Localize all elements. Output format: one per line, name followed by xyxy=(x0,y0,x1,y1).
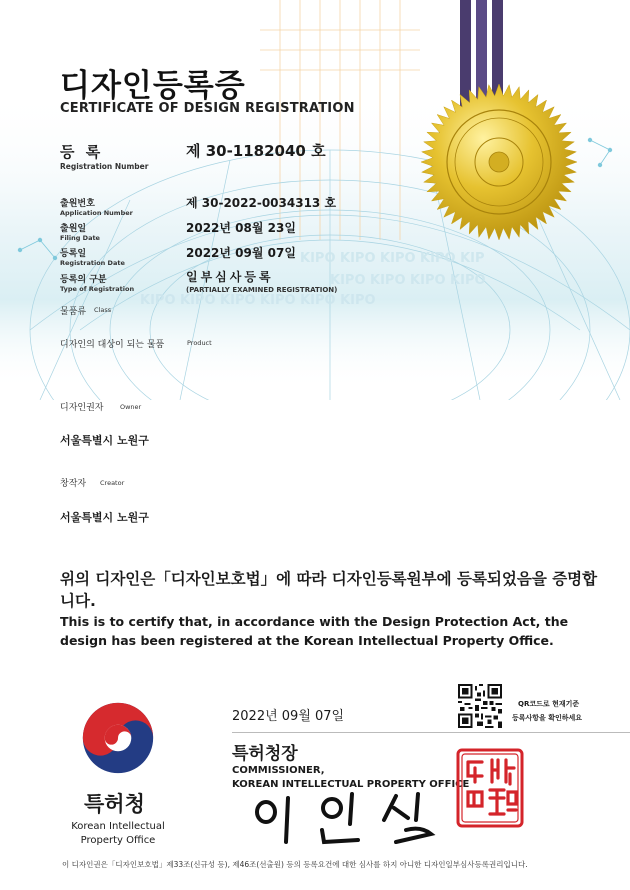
owner-label: 디자인권자 xyxy=(60,403,104,413)
registration-number-label: 등 록 xyxy=(60,143,104,161)
filing-date-label: 출원일 xyxy=(60,224,87,234)
commissioner-title-korean: 특허청장 xyxy=(232,744,298,764)
registration-type-value: 일부심사등록 xyxy=(186,270,274,284)
product-label: 디자인의 대상이 되는 물품 xyxy=(60,340,165,350)
creator-label-en: Creator xyxy=(100,479,125,487)
divider-line xyxy=(232,732,630,733)
registration-type-label: 등록의 구분 xyxy=(60,275,107,285)
official-red-stamp xyxy=(456,748,524,828)
qr-code[interactable] xyxy=(458,684,502,728)
registration-date-label-en: Registration Date xyxy=(60,259,125,267)
product-label-en: Product xyxy=(187,339,212,347)
owner-label-en: Owner xyxy=(120,403,142,411)
svg-text:KIPO KIPO KIPO KIPO: KIPO KIPO KIPO KIPO xyxy=(330,273,486,288)
kipo-name-english-line2: Property Office xyxy=(80,835,156,846)
filing-date-value: 2022년 08월 23일 xyxy=(186,221,296,235)
svg-text:KIPO KIPO KIPO KIPO KIPO KIPO: KIPO KIPO KIPO KIPO KIPO KIPO xyxy=(140,293,376,308)
certification-statement-korean: 위의 디자인은「디자인보호법」에 따라 디자인등록원부에 등록되었음을 증명합니다. xyxy=(60,570,598,610)
qr-caption-line2: 등록사항을 확인하세요 xyxy=(512,714,583,722)
class-label: 물품류 xyxy=(60,307,87,317)
kipo-name-english-line1: Korean Intellectual xyxy=(71,821,165,832)
qr-caption-line1: QR코드로 현재기준 xyxy=(518,700,580,708)
registration-type-label-en: Type of Registration xyxy=(60,285,135,293)
creator-label: 창작자 xyxy=(60,479,87,489)
filing-date-label-en: Filing Date xyxy=(60,234,100,242)
owner-value: 서울특별시 노원구 xyxy=(60,434,149,447)
commissioner-signature xyxy=(236,790,441,850)
kipo-name-korean: 특허청 xyxy=(84,792,145,816)
registration-type-value-en: (PARTIALLY EXAMINED REGISTRATION) xyxy=(186,286,338,294)
commissioner-title-english-line2: KOREAN INTELLECTUAL PROPERTY OFFICE xyxy=(232,779,470,790)
registration-date-value: 2022년 09월 07일 xyxy=(186,246,296,260)
creator-value: 서울특별시 노원구 xyxy=(60,511,149,524)
gold-seal-icon xyxy=(419,82,579,242)
certification-statement-english: This is to certify that, in accordance with the Design Protection Act, the design has been registered at the Korean Intellectual Property Office. xyxy=(60,614,569,648)
application-number-value: 제 30-2022-0034313 호 xyxy=(186,196,337,210)
certificate-title-korean: 디자인등록증 xyxy=(60,68,246,104)
class-label-en: Class xyxy=(94,306,112,314)
registration-date-label: 등록일 xyxy=(60,249,87,259)
issue-date: 2022년 09월 07일 xyxy=(232,709,345,724)
application-number-label: 출원번호 xyxy=(60,199,95,209)
footer-note: 이 디자인권은「디자인보호법」제33조(신규성 등), 제46조(선출원) 등의 등록요건에 대한 심사를 하지 아니한 디자인일부심사등록권리입니다. xyxy=(62,860,528,869)
application-number-label-en: Application Number xyxy=(60,209,133,217)
commissioner-title-english-line1: COMMISSIONER, xyxy=(232,765,325,776)
svg-text:KIPO KIPO KIPO KIPO KIP: KIPO KIPO KIPO KIPO KIP xyxy=(300,251,485,266)
certificate-title-english: CERTIFICATE OF DESIGN REGISTRATION xyxy=(60,101,355,116)
registration-number-value: 제 30-1182040 호 xyxy=(186,142,326,160)
kipo-logo-icon xyxy=(80,700,156,776)
registration-number-label-en: Registration Number xyxy=(60,162,149,171)
